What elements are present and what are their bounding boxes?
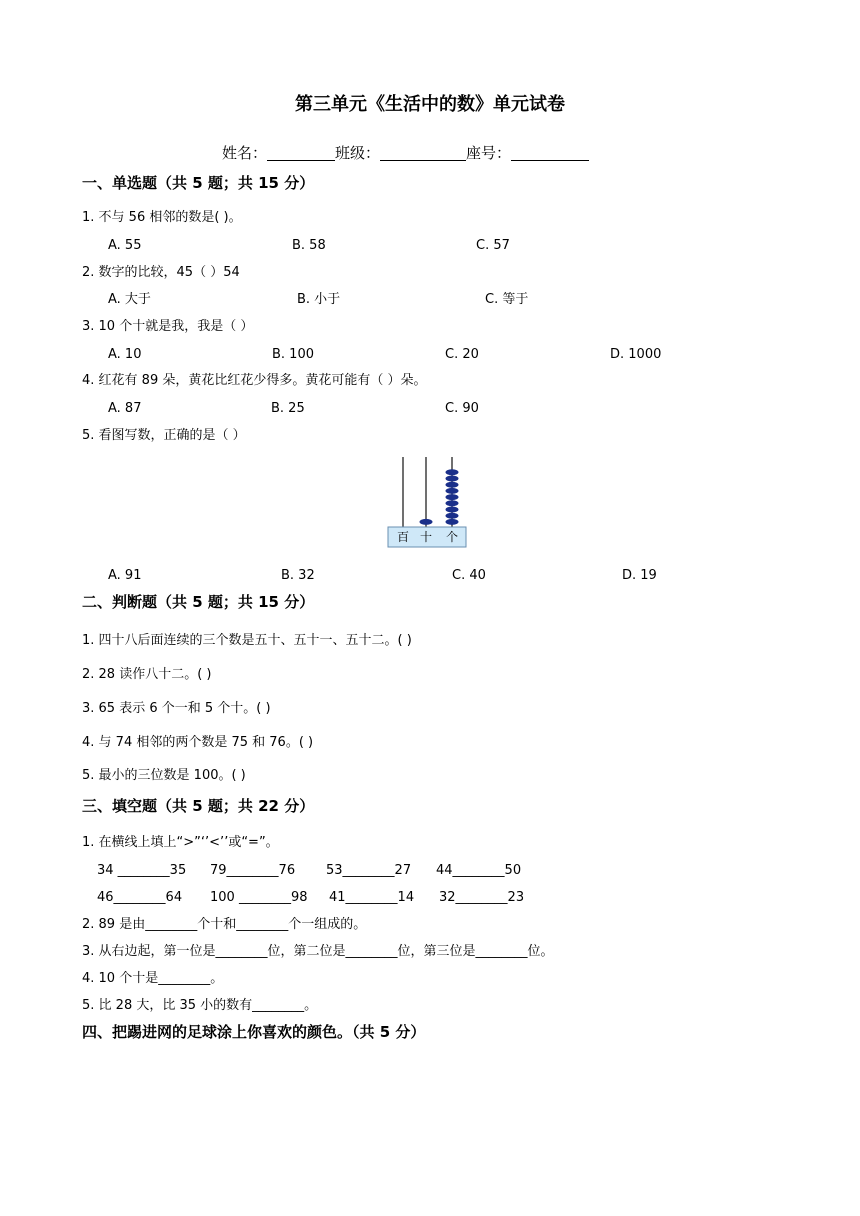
mc-option-4b: B. 25 xyxy=(271,401,305,416)
abacus-bead xyxy=(446,488,459,494)
compare-item-8: 32________23 xyxy=(439,890,525,905)
mc-option-3c: C. 20 xyxy=(445,347,479,362)
compare-item-2: 79________76 xyxy=(210,863,296,878)
mc-question-4: 4. 红花有 89 朵，黄花比红花少得多。黄花可能有（ ）朵。 xyxy=(82,373,427,388)
mc-option-2a: A. 大于 xyxy=(108,292,151,307)
mc-option-4a: A. 87 xyxy=(108,401,142,416)
abacus-label-tens: 十 xyxy=(419,530,433,544)
compare-item-5: 46________64 xyxy=(97,890,183,905)
tf-question-1: 1. 四十八后面连续的三个数是五十、五十一、五十二。( ) xyxy=(82,633,412,648)
mc-question-5: 5. 看图写数，正确的是（ ） xyxy=(82,428,246,443)
abacus-beads-ones xyxy=(446,469,459,525)
abacus-bead xyxy=(446,519,459,525)
mc-option-1a: A. 55 xyxy=(108,238,142,253)
abacus-bead xyxy=(446,494,459,500)
fill-question-4: 4. 10 个十是________。 xyxy=(82,971,224,986)
section-heading-4: 四、把踢进网的足球涂上你喜欢的颜色。（共 5 分） xyxy=(82,1023,426,1041)
name-blank[interactable] xyxy=(267,145,335,161)
mc-option-3b: B. 100 xyxy=(272,347,314,362)
section-heading-1: 一、单选题（共 5 题；共 15 分） xyxy=(82,174,315,192)
student-info xyxy=(222,145,589,161)
abacus-bead xyxy=(446,476,459,482)
abacus-label-ones: 个 xyxy=(445,530,459,544)
abacus-label-hundreds: 百 xyxy=(396,530,410,544)
fill-question-3: 3. 从右边起，第一位是________位，第二位是________位，第三位是________位。 xyxy=(82,944,554,959)
tf-question-2: 2. 28 读作八十二。( ) xyxy=(82,667,212,682)
page-title: 第三单元《生活中的数》单元试卷 xyxy=(295,94,565,115)
compare-item-1: 34 ________35 xyxy=(97,863,187,878)
mc-option-5c: C. 40 xyxy=(452,568,486,583)
seat-label: 座号： xyxy=(466,144,512,162)
class-label: 班级： xyxy=(335,144,381,162)
mc-option-3d: D. 1000 xyxy=(610,347,662,362)
mc-option-1c: C. 57 xyxy=(476,238,510,253)
mc-option-2c: C. 等于 xyxy=(485,292,529,307)
tf-question-3: 3. 65 表示 6 个一和 5 个十。( ) xyxy=(82,701,271,716)
abacus-bead xyxy=(446,469,459,475)
mc-option-4c: C. 90 xyxy=(445,401,479,416)
abacus-beads-tens xyxy=(420,519,433,525)
section-heading-2: 二、判断题（共 5 题；共 15 分） xyxy=(82,593,315,611)
compare-item-4: 44________50 xyxy=(436,863,522,878)
compare-item-7: 41________14 xyxy=(329,890,415,905)
seat-blank[interactable] xyxy=(511,145,589,161)
mc-option-5a: A. 91 xyxy=(108,568,142,583)
mc-question-2: 2. 数字的比较，45（ ）54 xyxy=(82,265,240,280)
mc-question-1: 1. 不与 56 相邻的数是( )。 xyxy=(82,210,242,225)
class-blank[interactable] xyxy=(380,145,466,161)
mc-option-5b: B. 32 xyxy=(281,568,315,583)
name-label: 姓名： xyxy=(222,144,268,162)
abacus-bead xyxy=(420,519,433,525)
mc-option-5d: D. 19 xyxy=(622,568,657,583)
fill-question-2: 2. 89 是由________个十和________个一组成的。 xyxy=(82,917,367,932)
abacus-bead xyxy=(446,500,459,506)
mc-option-2b: B. 小于 xyxy=(297,292,341,307)
compare-item-3: 53________27 xyxy=(326,863,412,878)
abacus-bead xyxy=(446,507,459,513)
compare-item-6: 100 ________98 xyxy=(210,890,308,905)
abacus-bead xyxy=(446,482,459,488)
mc-question-3: 3. 10 个十就是我，我是（ ） xyxy=(82,319,254,334)
tf-question-4: 4. 与 74 相邻的两个数是 75 和 76。( ) xyxy=(82,735,314,750)
abacus-bead xyxy=(446,513,459,519)
section-heading-3: 三、填空题（共 5 题；共 22 分） xyxy=(82,797,315,815)
fill-question-5: 5. 比 28 大，比 35 小的数有________。 xyxy=(82,998,318,1013)
fill-question-1: 1. 在横线上填上“>”‘’<’’或“=”。 xyxy=(82,835,279,850)
abacus-figure xyxy=(385,455,469,551)
mc-option-3a: A. 10 xyxy=(108,347,142,362)
tf-question-5: 5. 最小的三位数是 100。( ) xyxy=(82,768,246,783)
mc-option-1b: B. 58 xyxy=(292,238,326,253)
